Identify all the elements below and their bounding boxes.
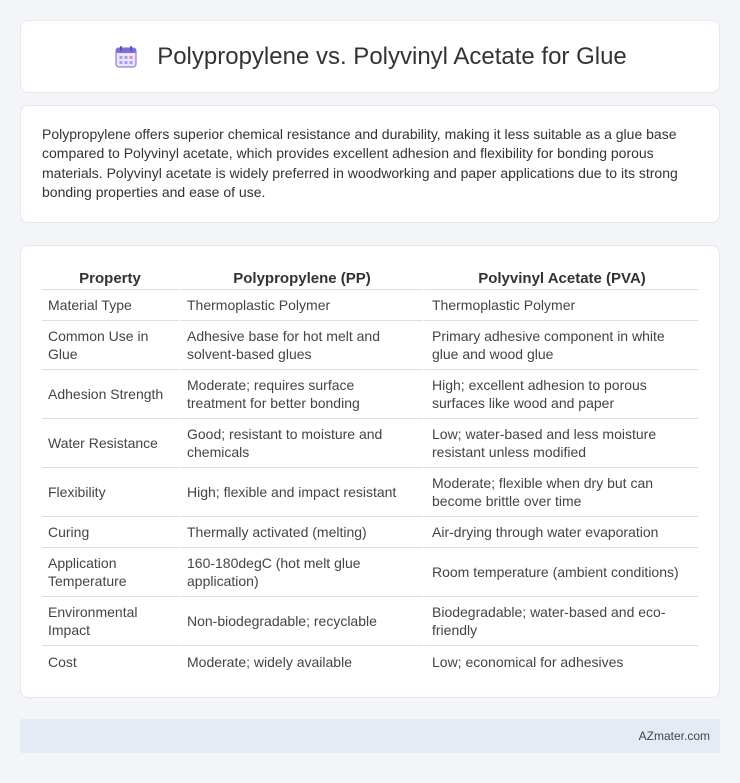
- pva-cell: Thermoplastic Polymer: [423, 290, 698, 321]
- pva-cell: Low; economical for adhesives: [423, 646, 698, 677]
- pp-cell: Good; resistant to moisture and chemicals: [178, 419, 423, 468]
- property-cell: Cost: [48, 653, 77, 670]
- property-cell: Material Type: [42, 290, 178, 321]
- property-cell: Adhesion Strength: [42, 370, 178, 419]
- calendar-icon: [113, 44, 139, 70]
- footer: [20, 719, 720, 753]
- table-header-row: [42, 266, 698, 290]
- header-property: Property: [42, 266, 178, 290]
- table-row: [42, 517, 698, 548]
- pp-cell: Moderate; requires surface treatment for better bonding: [178, 370, 423, 419]
- pva-cell: Biodegradable; water-based and eco-friendly: [423, 597, 698, 646]
- pva-cell: Moderate; flexible when dry but can become brittle over time: [423, 468, 698, 517]
- table-row: [42, 548, 698, 597]
- title-card: [20, 20, 720, 93]
- pp-cell: Non-biodegradable; recyclable: [178, 597, 423, 646]
- property-cell: Water Resistance: [42, 419, 178, 468]
- pva-cell: Primary adhesive component in white glue and wood glue: [423, 321, 698, 370]
- footer-site-link[interactable]: AZmater.com: [638, 729, 710, 743]
- summary-text: Polypropylene offers superior chemical resistance and durability, making it less suitable as a glue base compared to Polyvinyl acetate, which provides excellent adhesion and flexibility for bonding porous materials. Polyvinyl acetate is widely preferred in woodworking and paper applications due to its strong bonding properties and ease of use.: [42, 126, 678, 201]
- pva-cell: Low; water-based and less moisture resistant unless modified: [423, 419, 698, 468]
- table-row: [42, 419, 698, 468]
- header-polypropylene: Polypropylene (PP): [178, 266, 423, 290]
- property-cell: Curing: [42, 517, 178, 548]
- table-row: [42, 370, 698, 419]
- header-polyvinyl-acetate: Polyvinyl Acetate (PVA): [423, 266, 698, 290]
- pp-cell: 160-180degC (hot melt glue application): [178, 548, 423, 597]
- pp-cell: Adhesive base for hot melt and solvent-based glues: [178, 321, 423, 370]
- comparison-table: [42, 266, 698, 677]
- property-cell: Environmental Impact: [42, 597, 178, 646]
- pva-cell: Room temperature (ambient conditions): [423, 548, 698, 597]
- pp-cell: Thermally activated (melting): [178, 517, 423, 548]
- table-row: [42, 646, 698, 677]
- table-card: [20, 245, 720, 698]
- table-row: [42, 468, 698, 517]
- pp-cell: High; flexible and impact resistant: [178, 468, 423, 517]
- table-row: [42, 597, 698, 646]
- title-wrap: [113, 43, 627, 71]
- page-title: Polypropylene vs. Polyvinyl Acetate for Glue: [157, 42, 627, 70]
- summary-card: [20, 105, 720, 223]
- property-cell: Common Use in Glue: [42, 321, 178, 370]
- pva-cell: Air-drying through water evaporation: [423, 517, 698, 548]
- pp-cell: Thermoplastic Polymer: [178, 290, 423, 321]
- table-row: [42, 321, 698, 370]
- property-cell: Flexibility: [42, 468, 178, 517]
- property-cell: Application Temperature: [42, 548, 178, 597]
- table-row: [42, 290, 698, 321]
- pva-cell: High; excellent adhesion to porous surfaces like wood and paper: [423, 370, 698, 419]
- pp-cell: Moderate; widely available: [178, 646, 423, 677]
